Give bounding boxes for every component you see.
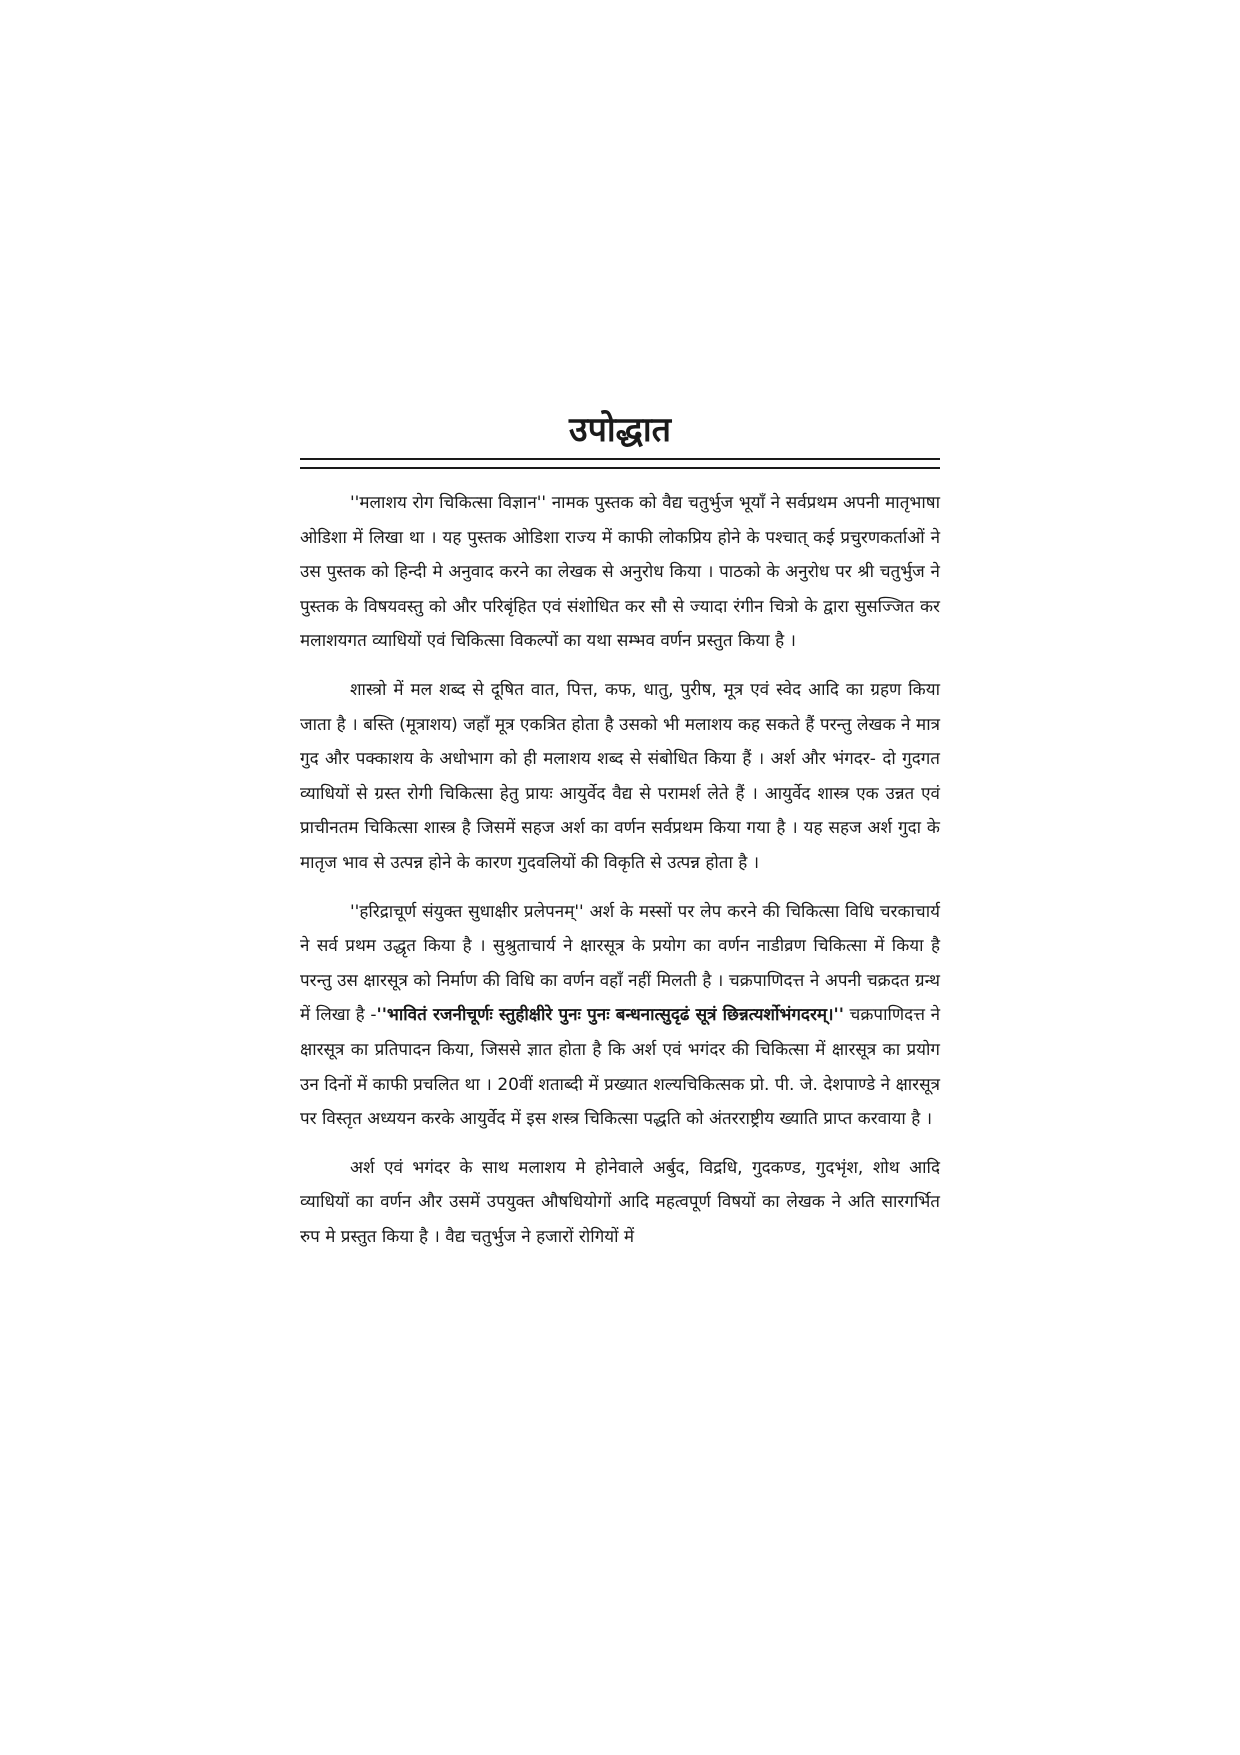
paragraph-3 (300, 895, 940, 1137)
paragraph-3-text-after: चक्रपाणिदत्त ने क्षारसूत्र का प्रतिपादन किया, जिससे ज्ञात होता है कि अर्श एवं भगंदर की चिकित्सा में क्षारसूत्र का प्रयोग उन दिनों में काफी प्रचलित था । 20वीं शताब्दी में प्रख्यात शल्यचिकित्सक प्रो. पी. जे. देशपाण्डे ने क्षारसूत्र पर विस्तृत अध्ययन करके आयुर्वेद में इस शस्त्र चिकित्सा पद्धति को अंतरराष्ट्रीय ख्याति प्राप्त करवाया है । (300, 1005, 941, 1130)
body-text (300, 486, 940, 1268)
paragraph-4: अर्श एवं भगंदर के साथ मलाशय मे होनेवाले अर्बुद, विद्रधि, गुदकण्ड, गुदभृंश, शोथ आदि व्याधियों का वर्णन और उसमें उपयुक्त औषधियोगों आदि महत्वपूर्ण विषयों का लेखक ने अति सारगर्भित रुप मे प्रस्तुत किया है । वैद्य चतुर्भुज ने हजारों रोगियों में (300, 1157, 940, 1247)
paragraph-2: शास्त्रो में मल शब्द से दूषित वात, पित्त, कफ, धातु, पुरीष, मूत्र एवं स्वेद आदि का ग्रहण किया जाता है । बस्ति (मूत्राशय) जहाँ मूत्र एकत्रित होता है उसको भी मलाशय कह सकते हैं परन्तु लेखक ने मात्र गुद और पक्काशय के अधोभाग को ही मलाशय शब्द से संबोधित किया हैं । अर्श और भंगदर- दो गुदगत व्याधियों से ग्रस्त रोगी चिकित्सा हेतु प्रायः आयुर्वेद वैद्य से परामर्श लेते हैं । आयुर्वेद शास्त्र एक उन्नत एवं प्राचीनतम चिकित्सा शास्त्र है जिसमें सहज अर्श का वर्णन सर्वप्रथम किया गया है । यह सहज अर्श गुदा के मातृज भाव से उत्पन्न होने के कारण गुदवलियों की विकृति से उत्पन्न होता है । (300, 679, 940, 873)
page-title: उपोद्धात (568, 410, 672, 450)
paragraph-3-text-before: ''हरिद्राचूर्ण संयुक्त सुधाक्षीर प्रलेपनम्'' अर्श के मस्सों पर लेप करने की चिकित्सा विधि चरकाचार्य ने सर्व प्रथम उद्धृत किया है । सुश्रुताचार्य ने क्षारसूत्र के प्रयोग का वर्णन नाडीव्रण चिकित्सा में किया है परन्तु उस क्षारसूत्र को निर्माण की विधि का वर्णन वहाँ नहीं मिलती है । चक्रपाणिदत्त ने अपनी चक्रदत ग्रन्थ में लिखा है - (300, 901, 940, 1026)
title-double-rule (300, 458, 940, 469)
paragraph-1: ''मलाशय रोग चिकित्सा विज्ञान'' नामक पुस्तक को वैद्य चतुर्भुज भूयाँ ने सर्वप्रथम अपनी मातृभाषा ओडिशा में लिखा था । यह पुस्तक ओडिशा राज्य में काफी लोकप्रिय होने के पश्चात् कई प्रचुरणकर्ताओं ने उस पुस्तक को हिन्दी मे अनुवाद करने का लेखक से अनुरोध किया । पाठको के अनुरोध पर श्री चतुर्भुज ने पुस्तक के विषयवस्तु को और परिबृंहित एवं संशोधित कर सौ से ज्यादा रंगीन चित्रो के द्वारा सुसज्जित कर मलाशयगत व्याधियों एवं चिकित्सा विकल्पों का यथा सम्भव वर्णन प्रस्तुत किया है । (300, 493, 940, 652)
sanskrit-quote: ''भावितं रजनीचूर्णः स्तुहीक्षीरे पुनः पुनः बन्धनात्सुदृढं सूत्रं छिन्नत्यर्शोभंगदरम्।'' (376, 1005, 844, 1026)
